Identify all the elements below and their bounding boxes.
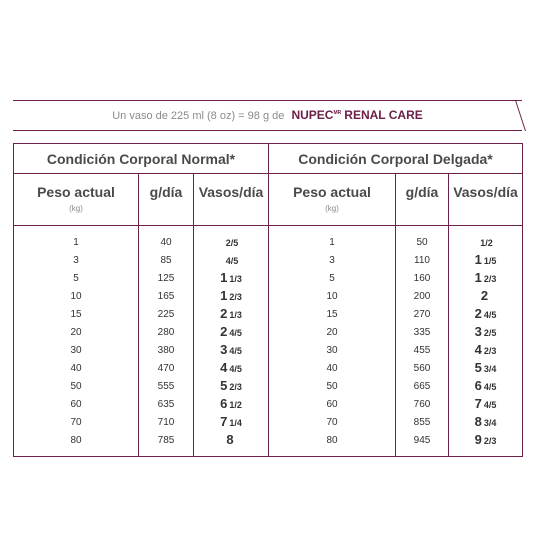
grams-cell: 225 xyxy=(139,306,194,324)
group-thin-header: Condición Corporal Delgada* xyxy=(269,144,523,174)
col-vasos-normal: Vasos/día xyxy=(194,174,269,226)
grams-cell: 335 xyxy=(396,324,449,342)
peso-cell: 15 xyxy=(269,306,396,324)
table-row xyxy=(14,414,523,432)
vasos-fraction: 1/4 xyxy=(229,418,242,428)
brand-registered-mark: MR xyxy=(333,110,342,116)
vasos-thin-cell xyxy=(449,342,523,360)
peso-cell: 10 xyxy=(14,288,139,306)
table-row xyxy=(14,252,523,270)
peso-cell: 1 xyxy=(14,226,139,253)
table-body xyxy=(14,226,523,457)
peso-cell: 50 xyxy=(14,378,139,396)
vasos-whole: 2 xyxy=(220,324,228,339)
feeding-table xyxy=(13,143,523,457)
peso-cell: 3 xyxy=(14,252,139,270)
peso-cell: 1 xyxy=(269,226,396,253)
vasos-whole: 4 xyxy=(474,342,482,357)
grams-cell: 470 xyxy=(139,360,194,378)
col-gdia-thin: g/día xyxy=(396,174,449,226)
vasos-whole: 6 xyxy=(474,378,482,393)
vasos-whole: 1 xyxy=(474,270,482,285)
column-header-row xyxy=(14,174,523,226)
vasos-fraction: 1/2 xyxy=(229,400,242,410)
vasos-fraction: 3/4 xyxy=(483,364,497,374)
vasos-whole: 2 xyxy=(220,306,228,321)
vasos-thin-cell xyxy=(449,432,523,457)
col-peso-label: Peso actual xyxy=(37,184,115,200)
peso-cell: 80 xyxy=(14,432,139,457)
grams-cell: 665 xyxy=(396,378,449,396)
grams-cell: 635 xyxy=(139,396,194,414)
vasos-fraction: 1/3 xyxy=(229,310,242,320)
peso-cell: 5 xyxy=(14,270,139,288)
vasos-normal-cell xyxy=(194,396,269,414)
col-peso-label: Peso actual xyxy=(293,184,371,200)
vasos-normal-cell xyxy=(194,324,269,342)
vasos-whole: 2 xyxy=(480,288,489,303)
peso-cell: 70 xyxy=(14,414,139,432)
grams-cell: 270 xyxy=(396,306,449,324)
grams-cell: 760 xyxy=(396,396,449,414)
vasos-whole: 5 xyxy=(220,378,228,393)
vasos-normal-cell xyxy=(194,432,269,457)
col-peso-normal xyxy=(14,174,139,226)
vasos-fraction: 2/3 xyxy=(229,292,242,302)
group-header-row xyxy=(14,144,523,174)
vasos-whole: 8 xyxy=(226,432,234,447)
vasos-fraction: 4/5 xyxy=(229,328,242,338)
peso-cell: 40 xyxy=(269,360,396,378)
grams-cell: 200 xyxy=(396,288,449,306)
table-row xyxy=(14,342,523,360)
vasos-fraction: 2/3 xyxy=(229,382,242,392)
vasos-whole: 7 xyxy=(474,396,482,411)
col-vasos-thin: Vasos/día xyxy=(449,174,523,226)
vasos-whole: 1 xyxy=(474,252,482,267)
grams-cell: 710 xyxy=(139,414,194,432)
vasos-whole: 7 xyxy=(220,414,228,429)
vasos-thin-cell xyxy=(449,378,523,396)
vasos-fraction: 1/2 xyxy=(480,238,493,248)
vasos-fraction: 2/3 xyxy=(483,436,497,446)
vasos-whole: 1 xyxy=(220,288,228,303)
grams-cell: 560 xyxy=(396,360,449,378)
vasos-thin-cell xyxy=(449,324,523,342)
vasos-fraction: 4/5 xyxy=(483,310,497,320)
vasos-fraction: 4/5 xyxy=(483,400,497,410)
vasos-normal-cell xyxy=(194,288,269,306)
vasos-fraction: 1/3 xyxy=(229,274,242,284)
grams-cell: 455 xyxy=(396,342,449,360)
dosage-banner xyxy=(13,100,522,131)
vasos-whole: 3 xyxy=(220,342,228,357)
vasos-thin-cell xyxy=(449,252,523,270)
grams-cell: 85 xyxy=(139,252,194,270)
feeding-table-wrapper xyxy=(13,143,522,447)
brand-word: NUPEC xyxy=(291,108,334,122)
vasos-normal-cell xyxy=(194,342,269,360)
vasos-fraction: 2/3 xyxy=(483,346,497,356)
table-row xyxy=(14,360,523,378)
vasos-thin-cell xyxy=(449,288,523,306)
vasos-normal-cell xyxy=(194,226,269,253)
grams-cell: 785 xyxy=(139,432,194,457)
table-row xyxy=(14,226,523,253)
peso-cell: 5 xyxy=(269,270,396,288)
vasos-thin-cell xyxy=(449,360,523,378)
brand-product: RENAL CARE xyxy=(344,108,423,122)
banner-text-line xyxy=(13,108,522,122)
vasos-whole: 5 xyxy=(474,360,482,375)
vasos-normal-cell xyxy=(194,378,269,396)
vasos-thin-cell xyxy=(449,226,523,253)
peso-cell: 40 xyxy=(14,360,139,378)
vasos-whole: 3 xyxy=(474,324,482,339)
peso-cell: 60 xyxy=(14,396,139,414)
grams-cell: 40 xyxy=(139,226,194,253)
col-gdia-normal: g/día xyxy=(139,174,194,226)
peso-cell: 20 xyxy=(14,324,139,342)
banner-text: Un vaso de 225 ml (8 oz) = 98 g de xyxy=(112,110,285,122)
grams-cell: 555 xyxy=(139,378,194,396)
peso-cell: 30 xyxy=(269,342,396,360)
table-row xyxy=(14,288,523,306)
vasos-normal-cell xyxy=(194,306,269,324)
table-row xyxy=(14,270,523,288)
table-row xyxy=(14,396,523,414)
vasos-fraction: 3/4 xyxy=(483,418,497,428)
table-row xyxy=(14,432,523,457)
vasos-fraction: 2/5 xyxy=(225,238,239,248)
grams-cell: 125 xyxy=(139,270,194,288)
peso-cell: 20 xyxy=(269,324,396,342)
grams-cell: 380 xyxy=(139,342,194,360)
vasos-normal-cell xyxy=(194,252,269,270)
vasos-normal-cell xyxy=(194,414,269,432)
vasos-fraction: 1/5 xyxy=(483,256,497,266)
table-row xyxy=(14,324,523,342)
grams-cell: 280 xyxy=(139,324,194,342)
peso-cell: 80 xyxy=(269,432,396,457)
col-peso-unit: (kg) xyxy=(69,204,83,213)
vasos-fraction: 4/5 xyxy=(483,382,497,392)
vasos-whole: 1 xyxy=(220,270,228,285)
vasos-thin-cell xyxy=(449,306,523,324)
grams-cell: 855 xyxy=(396,414,449,432)
grams-cell: 50 xyxy=(396,226,449,253)
grams-cell: 160 xyxy=(396,270,449,288)
vasos-normal-cell xyxy=(194,270,269,288)
vasos-fraction: 4/5 xyxy=(229,364,242,374)
vasos-fraction: 4/5 xyxy=(225,256,239,266)
peso-cell: 30 xyxy=(14,342,139,360)
vasos-thin-cell xyxy=(449,270,523,288)
grams-cell: 110 xyxy=(396,252,449,270)
group-normal-header: Condición Corporal Normal* xyxy=(14,144,269,174)
vasos-whole: 6 xyxy=(220,396,228,411)
peso-cell: 70 xyxy=(269,414,396,432)
peso-cell: 3 xyxy=(269,252,396,270)
vasos-thin-cell xyxy=(449,396,523,414)
peso-cell: 10 xyxy=(269,288,396,306)
col-peso-thin xyxy=(269,174,396,226)
vasos-fraction: 2/3 xyxy=(483,274,497,284)
vasos-fraction: 2/5 xyxy=(483,328,497,338)
table-row xyxy=(14,306,523,324)
vasos-whole: 4 xyxy=(220,360,228,375)
grams-cell: 945 xyxy=(396,432,449,457)
vasos-whole: 9 xyxy=(474,432,482,447)
vasos-normal-cell xyxy=(194,360,269,378)
vasos-thin-cell xyxy=(449,414,523,432)
vasos-whole: 2 xyxy=(474,306,482,321)
col-peso-unit: (kg) xyxy=(325,204,339,213)
peso-cell: 60 xyxy=(269,396,396,414)
peso-cell: 50 xyxy=(269,378,396,396)
brand-name xyxy=(291,108,341,122)
vasos-fraction: 4/5 xyxy=(229,346,242,356)
grams-cell: 165 xyxy=(139,288,194,306)
table-row xyxy=(14,378,523,396)
peso-cell: 15 xyxy=(14,306,139,324)
vasos-whole: 8 xyxy=(474,414,482,429)
